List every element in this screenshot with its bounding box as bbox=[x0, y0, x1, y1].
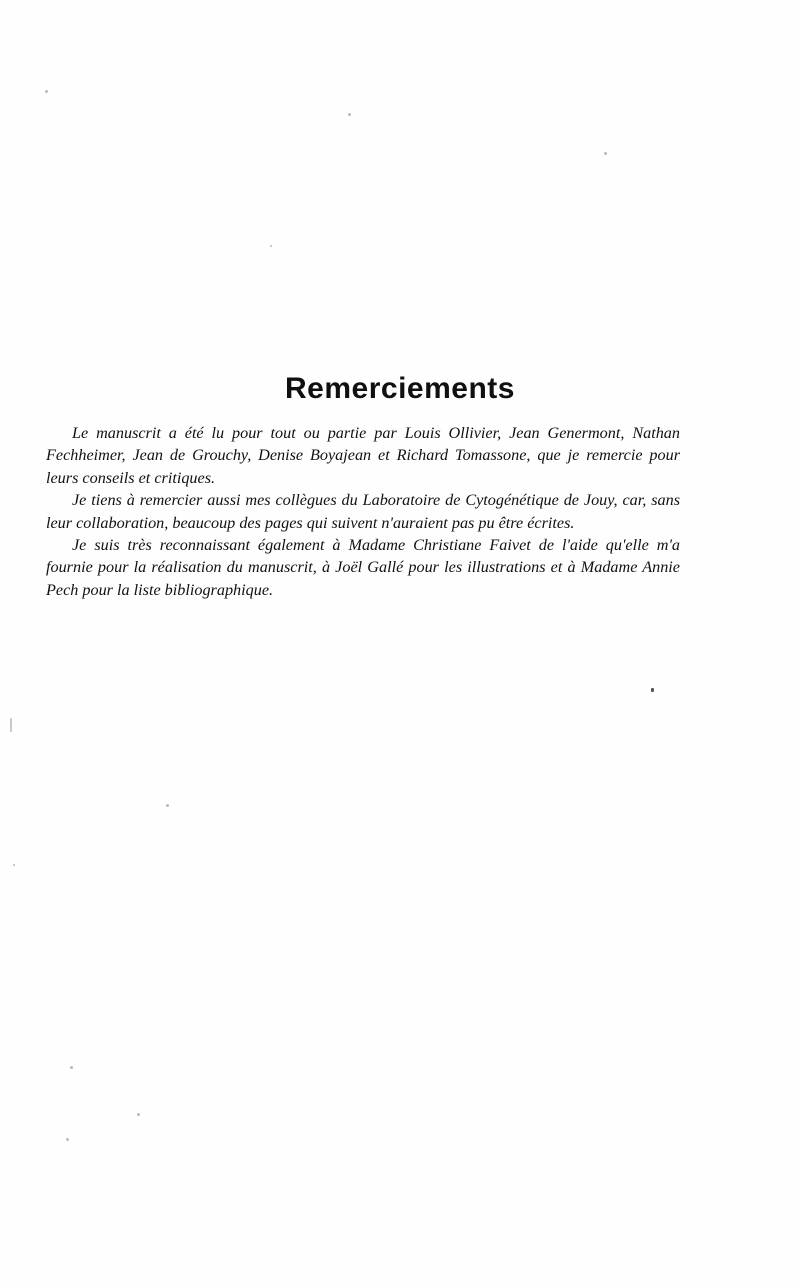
scan-speck bbox=[270, 245, 272, 247]
paragraph: Je tiens à remercier aussi mes collègues du Laboratoire de Cytogénétique de Jouy, car, sans leur collaboration, beaucoup des pages qui suivent n'auraient pas pu être écrites. bbox=[46, 491, 680, 532]
scan-speck bbox=[604, 152, 607, 155]
paragraph: Le manuscrit a été lu pour tout ou partie par Louis Ollivier, Jean Genermont, Nathan Fechheimer, Jean de Grouchy, Denise Boyajean et Richard Tomassone, que je remercie pour leurs conseils et critiques. bbox=[46, 424, 680, 487]
scan-speck bbox=[137, 1113, 140, 1116]
acknowledgements-body bbox=[46, 422, 680, 601]
scan-speck bbox=[45, 90, 48, 93]
scan-speck bbox=[10, 718, 12, 732]
scan-speck bbox=[66, 1138, 69, 1141]
page-title: Remerciements bbox=[285, 372, 515, 406]
scan-speck bbox=[13, 864, 15, 866]
scan-speck bbox=[651, 688, 654, 692]
paragraph: Je suis très reconnaissant également à Madame Christiane Faivet de l'aide qu'elle m'a fournie pour la réalisation du manuscrit, à Joël Gallé pour les illustrations et à Madame Annie Pech pour la liste bibliographique. bbox=[46, 536, 680, 599]
scan-speck bbox=[348, 113, 351, 116]
scan-speck bbox=[166, 804, 169, 807]
scan-speck bbox=[70, 1066, 73, 1069]
